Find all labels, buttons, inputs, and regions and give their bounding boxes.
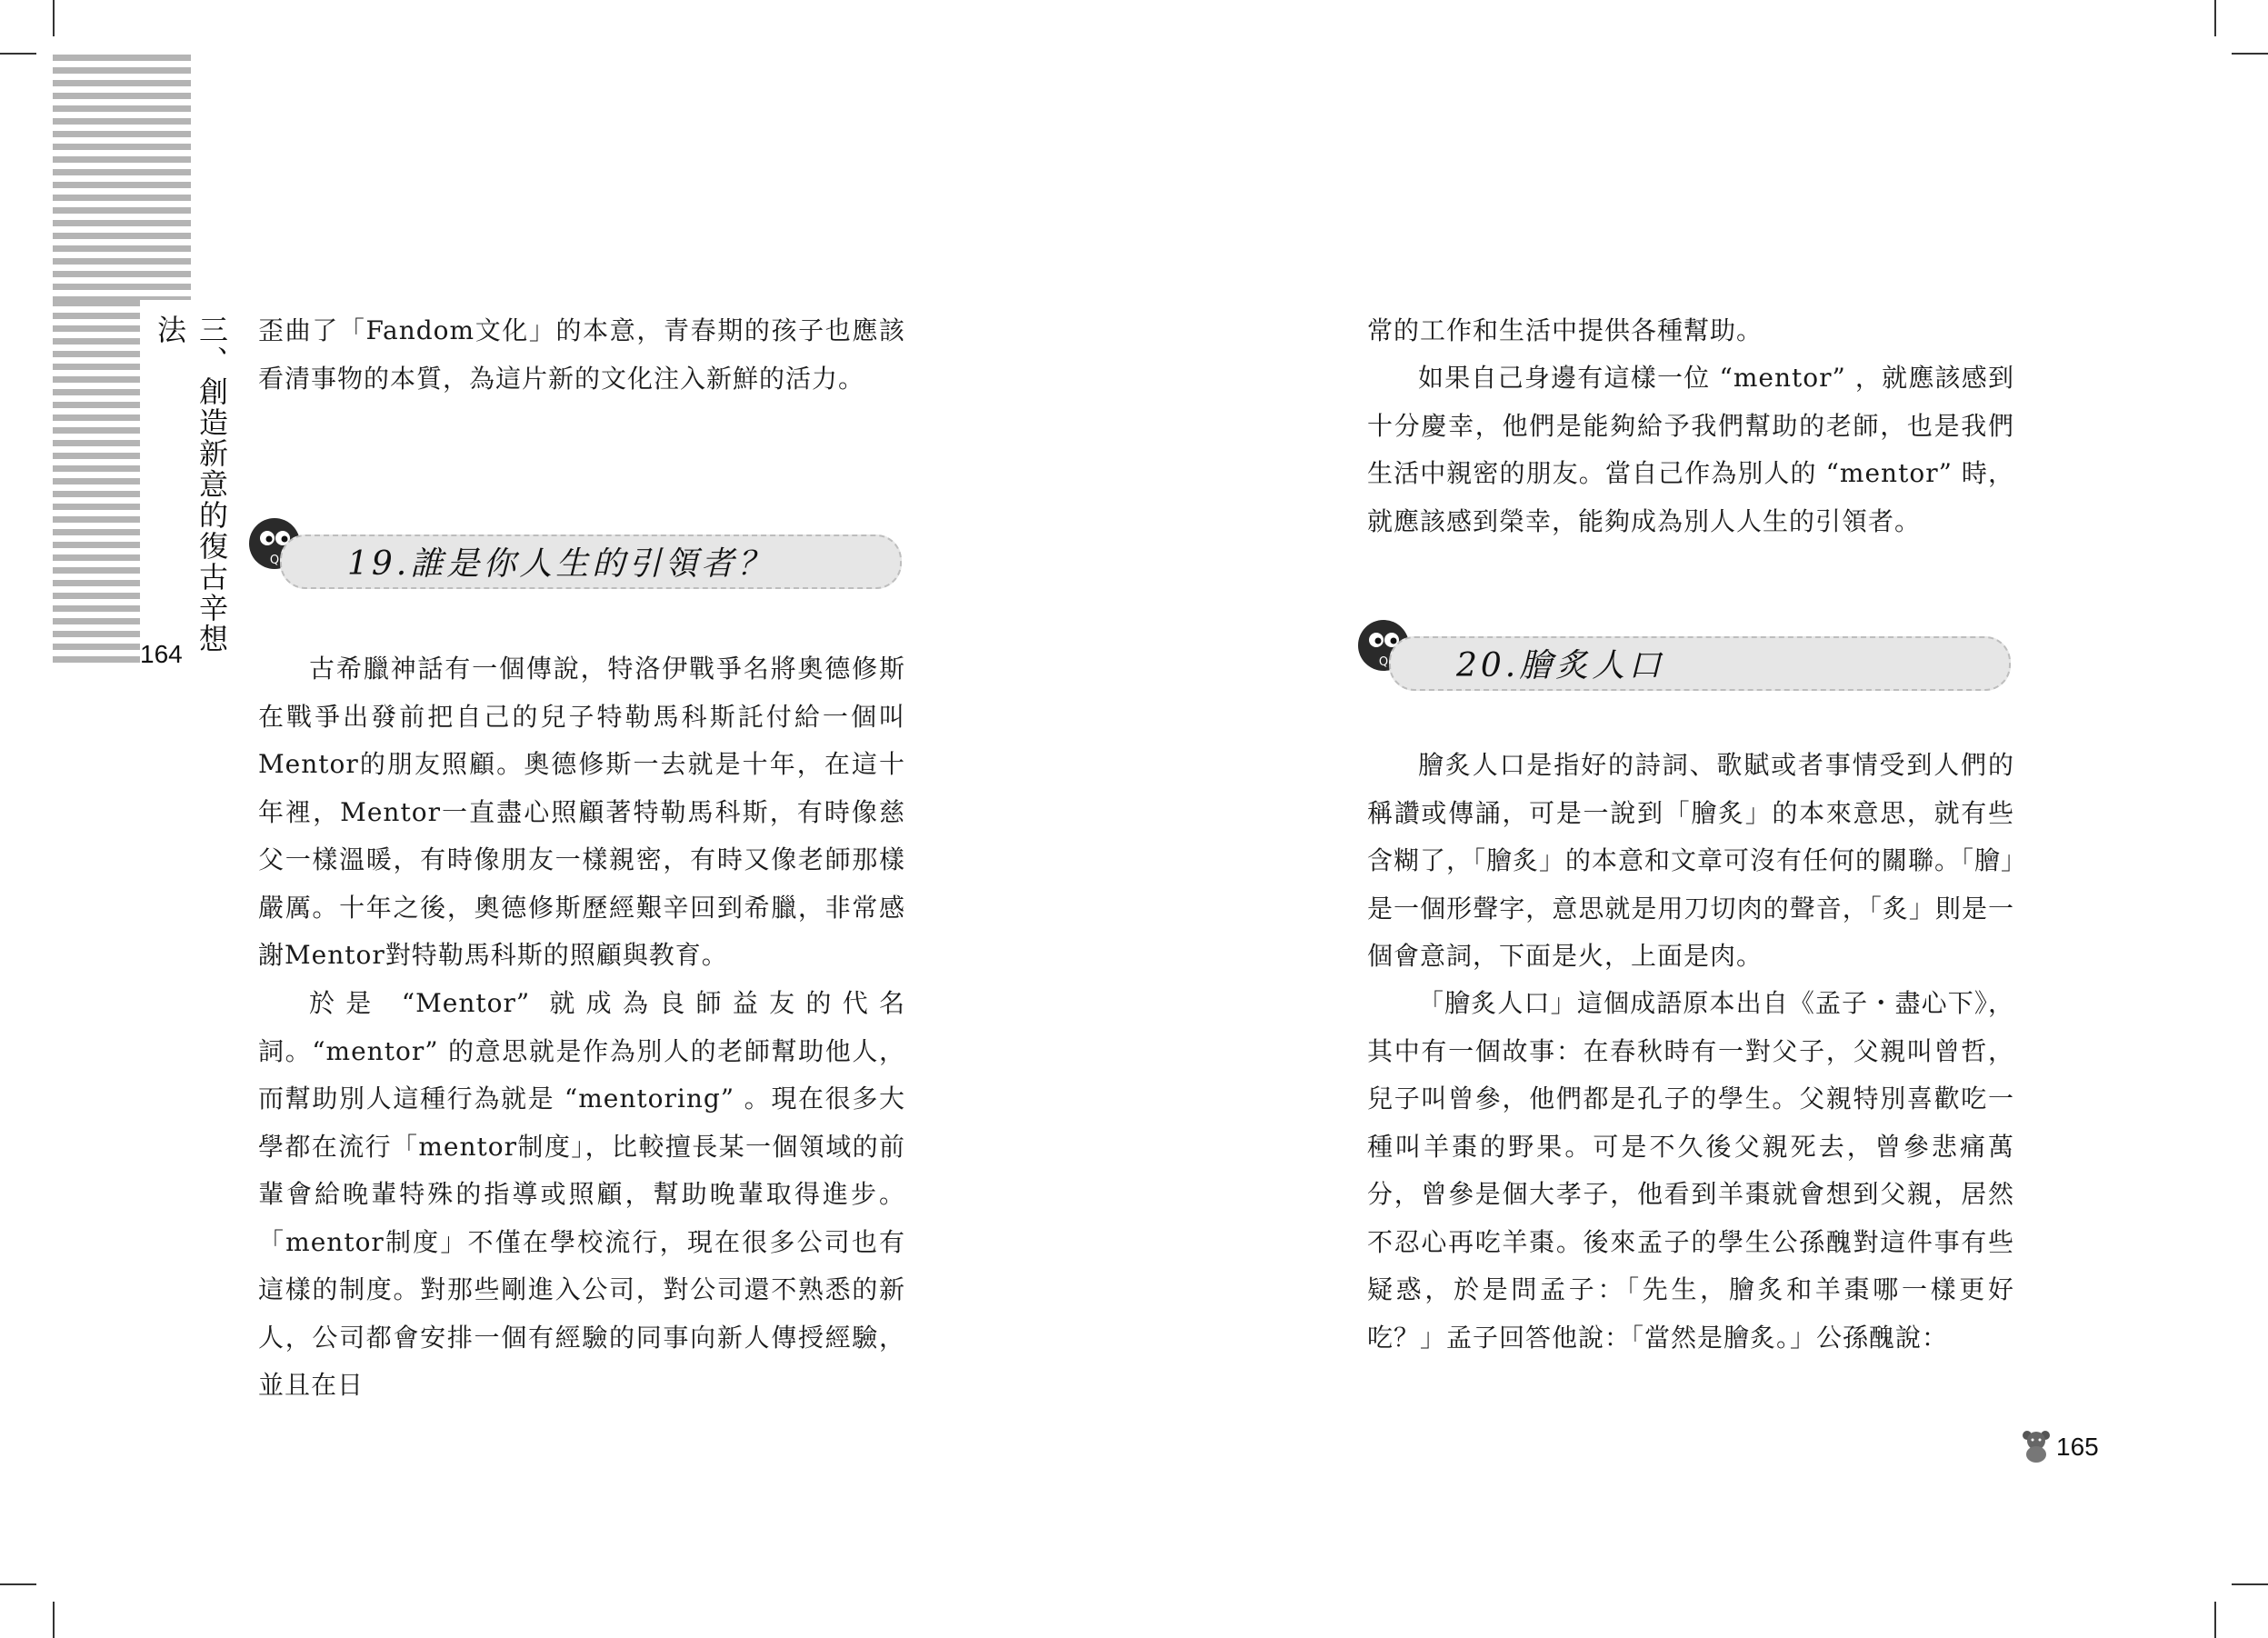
- body-paragraph: 如果自己身邊有這樣一位 “mentor” ，就應該感到十分慶幸，他們是能夠給予我們幫助的老師，也是我們生活中親密的朋友。當自己作為別人的 “mentor” 時，就應該感到榮幸，能夠成為別人人生的引領者。: [1367, 363, 2014, 536]
- crop-mark: [0, 53, 36, 55]
- crop-mark: [0, 1583, 36, 1585]
- section-heading-20: [1356, 618, 2011, 684]
- page-number-left: 164: [140, 640, 183, 668]
- chapter-title: 三、創造新意的復古辛想法: [153, 315, 229, 654]
- crop-mark: [2232, 1583, 2268, 1585]
- heading-title: 20.膾炙人口: [1456, 647, 1665, 684]
- section-heading-19: [247, 516, 902, 582]
- cont-paragraph: 常的工作和生活中提供各種幫助。: [1367, 315, 1763, 345]
- page-number-right: 165: [2056, 1433, 2099, 1461]
- body-paragraph: 膾炙人口是指好的詩詞、歌賦或者事情受到人們的稱讚或傳誦，可是一說到「膾炙」的本來意思，就有些含糊了，「膾炙」的本意和文章可沒有任何的關聯。「膾」是一個形聲字，意思就是用刀切肉的聲音，「炙」則是一個會意詞，下面是火，上面是肉。: [1367, 750, 2015, 971]
- decorative-stripes: [53, 300, 140, 667]
- crop-mark: [2214, 1602, 2216, 1638]
- crop-mark: [2214, 0, 2216, 36]
- crop-mark: [53, 0, 55, 36]
- teddy-bear-icon: [2020, 1429, 2053, 1463]
- body-paragraph: 於是 “Mentor” 就成為良師益友的代名詞。“mentor” 的意思就是作為別人的老師幫助他人，而幫助別人這種行為就是 “mentoring” 。現在很多大學都在流行「mentor制度」，比較擅長某一個領域的前輩會給晚輩特殊的指導或照顧，幫助晚輩取得進步。「mentor制度」不僅在學校流行，現在很多公司也有這樣的制度。對那些剛進入公司，對公司還不熟悉的新人，公司都會安排一個有經驗的同事向新人傳授經驗，並且在日: [258, 988, 905, 1400]
- svg-text:Q: Q: [269, 554, 280, 567]
- svg-text:Q: Q: [1378, 655, 1389, 669]
- intro-paragraph: 歪曲了「Fandom文化」的本意，青春期的孩子也應該看清事物的本質，為這片新的文化注入新鮮的活力。: [258, 315, 905, 394]
- body-paragraph: 古希臘神話有一個傳說，特洛伊戰爭名將奧德修斯在戰爭出發前把自己的兒子特勒馬科斯託付給一個叫Mentor的朋友照顧。奧德修斯一去就是十年，在這十年裡，Mentor一直盡心照顧著特勒馬科斯，有時像慈父一樣溫暖，有時像朋友一樣親密，有時又像老師那樣嚴厲。十年之後，奧德修斯歷經艱辛回到希臘，非常感謝Mentor對特勒馬科斯的照顧與教育。: [258, 654, 905, 970]
- crop-mark: [2232, 53, 2268, 55]
- chapter-tab: [142, 298, 229, 664]
- crop-mark: [53, 1602, 55, 1638]
- body-paragraph: 「膾炙人口」這個成語原本出自《孟子・盡心下》，其中有一個故事：在春秋時有一對父子，父親叫曾哲，兒子叫曾參，他們都是孔子的學生。父親特別喜歡吃一種叫羊棗的野果。可是不久後父親死去，曾參悲痛萬分，曾參是個大孝子，他看到羊棗就會想到父親，居然不忍心再吃羊棗。後來孟子的學生公孫醜對這件事有些疑惑，於是問孟子：「先生，膾炙和羊棗哪一樣更好吃？」孟子回答他說：「當然是膾炙。」公孫醜說：: [1367, 988, 2014, 1353]
- heading-title: 19.誰是你人生的引領者？: [347, 545, 774, 583]
- decorative-stripes: [53, 55, 191, 300]
